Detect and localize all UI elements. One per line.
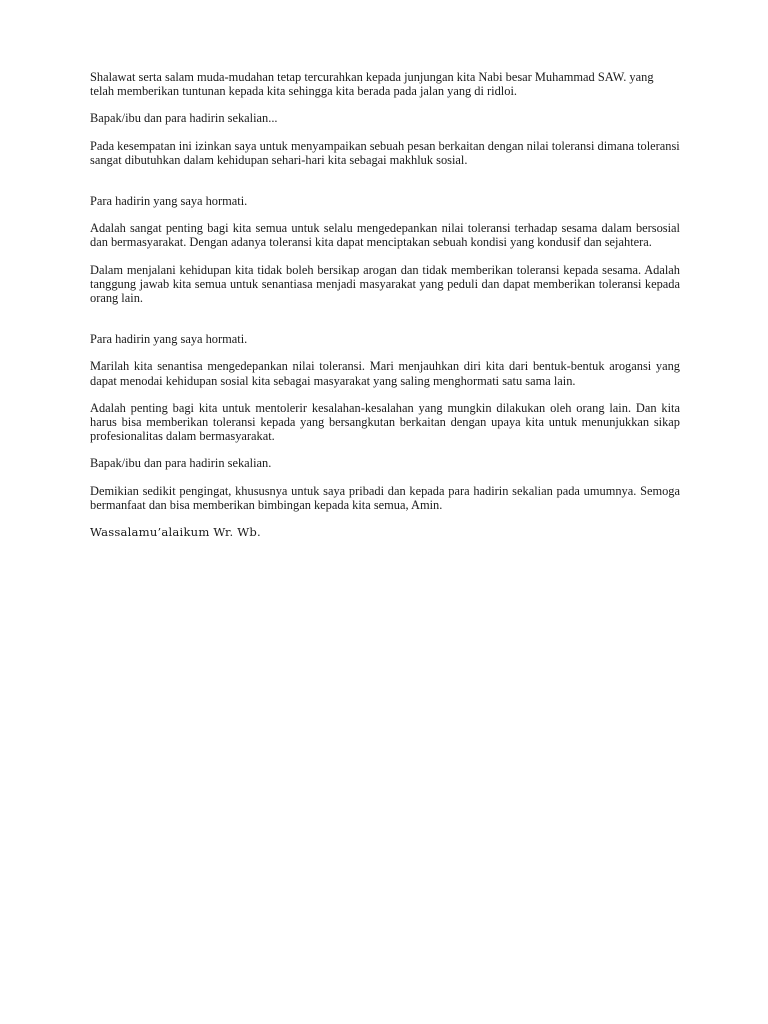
paragraph-conclusion: Demikian sedikit pengingat, khususnya untuk saya pribadi dan kepada para hadirin sekalian pada umumnya. Semoga bermanfaat dan bisa memberikan bimbingan kepada kita semua, Amin.	[90, 483, 680, 512]
paragraph-closing-salam: Wassalamu’alaikum Wr. Wb.	[90, 525, 261, 540]
paragraph-greeting-2: Bapak/ibu dan para hadirin sekalian.	[90, 456, 272, 471]
paragraph-tolerate-mistakes: Adalah penting bagi kita untuk mentolerir kesalahan-kesalahan yang mungkin dilakukan oleh orang lain. Dan kita harus bisa memberikan toleransi kepada yang bersangkutan berkaitan dengan upaya kita untuk menunjukkan sikap profesionalitas dalam bermasyarakat.	[90, 400, 680, 444]
paragraph-address-audience: Para hadirin yang saya hormati.	[90, 194, 248, 209]
document-body	[90, 70, 680, 552]
paragraph-avoid-arrogance: Dalam menjalani kehidupan kita tidak boleh bersikap arogan dan tidak memberikan toleransi kepada sesama. Adalah tanggung jawab kita semua untuk senantiasa menjadi masyarakat yang peduli dan dapat memberikan toleransi kepada orang lain.	[90, 262, 680, 306]
paragraph-address-audience-2: Para hadirin yang saya hormati.	[90, 332, 248, 347]
paragraph-opening-salawat: Shalawat serta salam muda-mudahan tetap tercurahkan kepada junjungan kita Nabi besar Muhammad SAW. yang telah memberikan tuntunan kepada kita sehingga kita berada pada jalan yang di ridloi.	[90, 70, 654, 99]
paragraph-importance-of-tolerance: Adalah sangat penting bagi kita semua untuk selalu mengedepankan nilai toleransi terhadap sesama dalam bersosial dan bermasyarakat. Dengan adanya toleransi kita dapat menciptakan sebuah kondisi yang kondusif dan sejahtera.	[90, 221, 680, 250]
paragraph-introduction: Pada kesempatan ini izinkan saya untuk menyampaikan sebuah pesan berkaitan dengan nilai toleransi dimana toleransi sangat dibutuhkan dalam kehidupan sehari-hari kita sebagai makhluk sosial.	[90, 138, 680, 167]
paragraph-greeting: Bapak/ibu dan para hadirin sekalian...	[90, 111, 278, 126]
paragraph-prioritize-tolerance: Marilah kita senantisa mengedepankan nilai toleransi. Mari menjauhkan diri kita dari bentuk-bentuk arogansi yang dapat menodai kehidupan sosial kita sebagai masyarakat yang saling menghormati satu sama lain.	[90, 359, 680, 388]
